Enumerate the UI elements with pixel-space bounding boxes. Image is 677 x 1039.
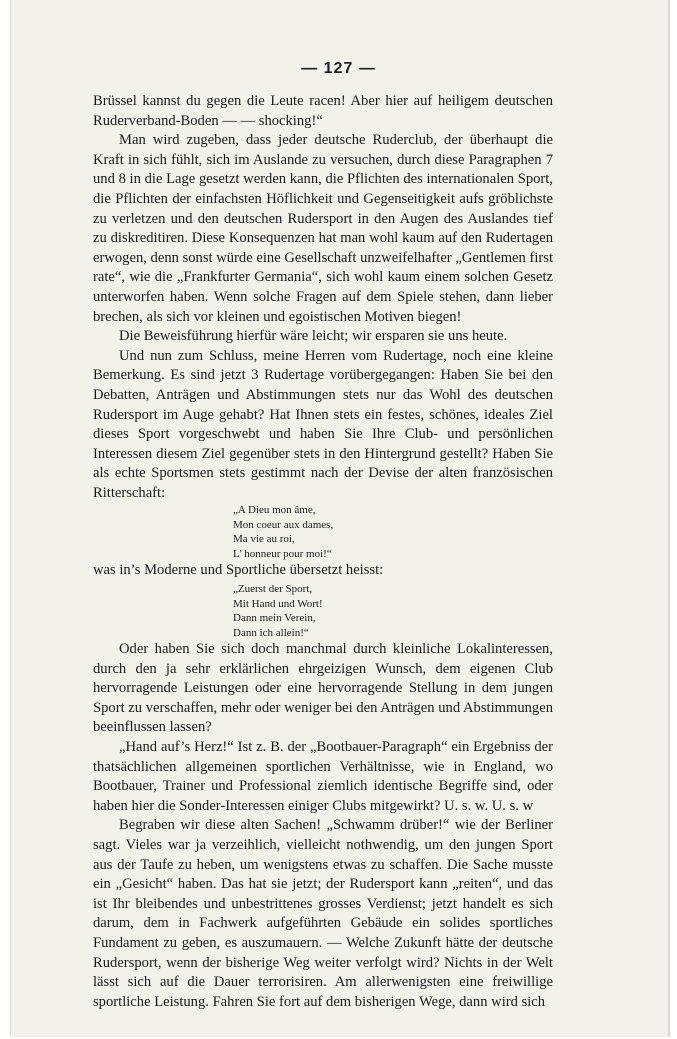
verse-french bbox=[93, 503, 553, 561]
page-number: — 127 — bbox=[301, 60, 376, 77]
verse-line: Mit Hand und Wort! bbox=[233, 597, 323, 610]
paragraph: Die Beweisführung hierfür wäre leicht; wir ersparen sie uns heute. bbox=[119, 328, 508, 345]
verse-line: Dann mein Verein, bbox=[233, 612, 316, 625]
page-body bbox=[93, 92, 553, 1012]
verse-german bbox=[93, 582, 553, 640]
verse-line: Dann ich allein!“ bbox=[233, 626, 309, 639]
paragraph: Und nun zum Schluss, meine Herren vom Rudertage, noch eine kleine Bemerkung. Es sind jetzt 3 Rudertage vorübergegangen: Haben Sie bei den Debatten, Anträgen und Abstimmungen stets nur das Wohl des deutschen Rudersport im Auge gehabt? Hat Ihnen stets ein festes, schönes, ideales Ziel dieses Sport vorgeschwebt und haben Sie Ihre Club- und persönlichen Interessen diesem Ziel gegenüber stets in den Hintergrund gestellt? Haben Sie als echte Sportsmen stets gestimmt nach der Devise der alten französischen Ritterschaft: bbox=[93, 347, 553, 501]
paragraph: Brüssel kannst du gegen die Leute racen! Aber hier auf heiligem deutschen Ruderverband-Boden — — shocking!“ bbox=[93, 93, 553, 129]
paragraph: Begraben wir diese alten Sachen! „Schwamm drüber!“ wie der Berliner sagt. Vieles war ja verzeihlich, vielleicht nothwendig, um den jungen Sport aus der Taufe zu heben, um wenigstens etwas zu schaffen. Die Sache musste ein „Gesicht“ haben. Das hat sie jetzt; der Rudersport kann „reiten“, und das ist Ihr bleibendes und unbestrittenes grosses Verdienst; jetzt handelt es sich darum, dem in Fachwerk aufgeführten Gebäude ein solides sportliches Fundament zu geben, es auszumauern. — Welche Zukunft hätte der deutsche Rudersport, wenn der bisherige Weg weiter verfolgt wird? Nichts in der Welt lässt sich auf die Dauer terrorisiren. Am allerwenigsten eine freiwillige sportliche Leistung. Fahren Sie fort auf dem bisherigen Wege, dann wird sich bbox=[93, 817, 553, 1010]
paragraph: Man wird zugeben, dass jeder deutsche Ruderclub, der überhaupt die Kraft in sich fühlt, sich im Auslande zu versuchen, durch diese Paragraphen 7 und 8 in die Lage gesetzt werden kann, die Pflichten des internationalen Sport, die Pflichten der einfachsten Höflichkeit und Gegenseitigkeit aufs gröblichste zu verletzen und den deutschen Rudersport in den Augen des Auslandes tief zu diskreditiren. Diese Konsequenzen hat man wohl kaum auf den Rudertagen erwogen, denn sonst würde eine Gesellschaft unzweifelhafter „Gentlemen first rate“, wie die „Frankfurter Germania“, sich wohl kaum einem solchen Gesetz unterworfen haben. Wenn solche Fragen auf dem Spiele stehen, dann lieber brechen, als sich vor kleinen und egoistischen Motiven biegen! bbox=[93, 132, 553, 325]
verse-line: „Zuerst der Sport, bbox=[233, 583, 313, 596]
paragraph: Oder haben Sie sich doch manchmal durch kleinliche Lokalinteressen, durch den ja sehr erklärlichen ehrgeizigen Wunsch, dem eigenen Club hervorragende Leistungen oder eine hervorragende Stellung in dem jungen Sport zu verschaffen, mehr oder weniger bei den Anträgen und Abstimmungen beeinflussen lassen? bbox=[93, 641, 553, 736]
paragraph: was in’s Moderne und Sportliche übersetzt heisst: bbox=[93, 562, 384, 579]
verse-line: „A Dieu mon âme, bbox=[233, 504, 316, 517]
verse-line: Mon coeur aux dames, bbox=[233, 518, 334, 531]
verse-line: Ma vie au roi, bbox=[233, 533, 295, 546]
paragraph: „Hand auf’s Herz!“ Ist z. B. der „Bootbauer-Paragraph“ ein Ergebniss der thatsächlichen allgemeinen sportlichen Verhältnisse, wie in England, wo Bootbauer, Trainer und Professional ziemlich identische Begriffe sind, oder haben hier die Sonder-Interessen einiger Clubs mitgewirkt? U. s. w. U. s. w bbox=[93, 739, 553, 814]
verse-line: L’ honneur pour moi!“ bbox=[233, 547, 332, 560]
